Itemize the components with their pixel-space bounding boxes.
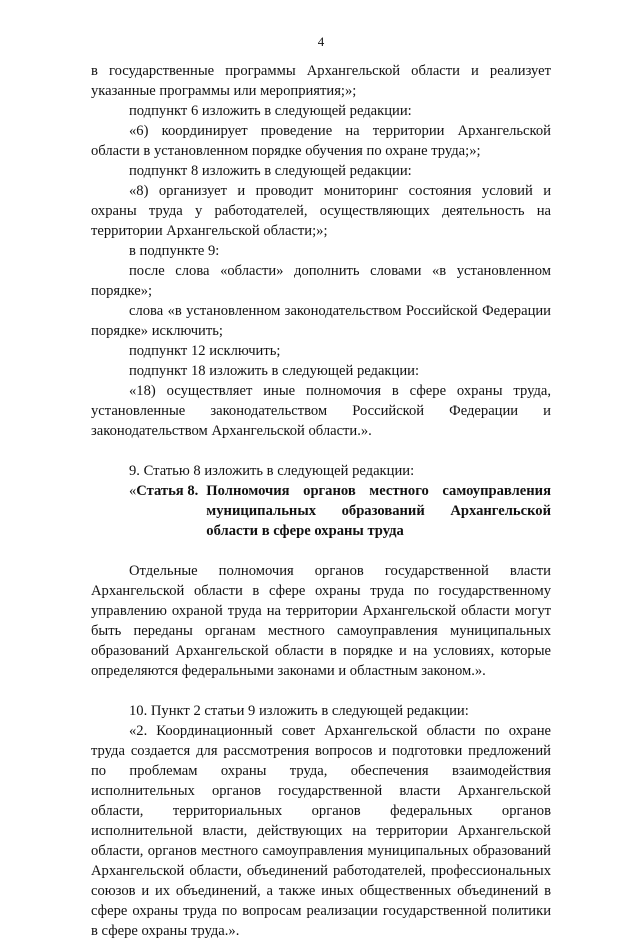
article-quote-open: « [129, 483, 137, 499]
paragraph: «2. Координационный совет Архангельской области по охране труда создается для рассмотрения вопросов и подготовки предложений по проблемам охраны труда, обеспечения взаимодействия исполнительных органов государственной власти Архангельской области, территориальных органов федеральных органов исполнительной власти, действующих на территории Архангельской области, органов местного самоуправления муниципальных образований Архангельской области, объединений работодателей, профессиональных союзов и их объединений, а также иных общественных объединений в сфере охраны труда по вопросам реализации государственной политики в сфере охраны труда.». [91, 723, 551, 939]
article-number: Статья 8. [136, 483, 199, 499]
paragraph: «8) организует и проводит мониторинг состояния условий и охраны труда у работодателей, осуществляющих деятельность на территории Архангельской области;»; [91, 183, 551, 239]
paragraph: в государственные программы Архангельской области и реализует указанные программы или мероприятия;»; [91, 63, 551, 99]
article-label [91, 481, 198, 541]
spacer [91, 541, 551, 561]
paragraph: «6) координирует проведение на территории Архангельской области в установленном порядке обучения по охране труда;»; [91, 123, 551, 159]
paragraph: подпункт 18 изложить в следующей редакции: [129, 363, 420, 379]
paragraph: после слова «области» дополнить словами «в установленном порядке»; [91, 263, 551, 299]
article-title: Полномочия органов местного самоуправления муниципальных образований Архангельской области в сфере охраны труда [206, 483, 551, 539]
paragraph: подпункт 6 изложить в следующей редакции: [129, 103, 412, 119]
article-heading [91, 481, 551, 541]
paragraph: слова «в установленном законодательством Российской Федерации порядке» исключить; [91, 303, 551, 339]
paragraph: «18) осуществляет иные полномочия в сфере охраны труда, установленные законодательством Российской Федерации и законодательством Архангельской области.». [91, 383, 551, 439]
paragraph: 10. Пункт 2 статьи 9 изложить в следующей редакции: [129, 703, 469, 719]
paragraph: 9. Статью 8 изложить в следующей редакции: [129, 463, 415, 479]
spacer [91, 441, 551, 461]
paragraph: Отдельные полномочия органов государственной власти Архангельской области в сфере охраны труда по государственному управлению охраной труда на территории Архангельской области могут быть переданы органам местного самоуправления муниципальных образований Архангельской области в порядке и на условиях, которые определяются федеральными законами и областным законом.». [91, 563, 551, 679]
paragraph: подпункт 8 изложить в следующей редакции: [129, 163, 412, 179]
document-body [91, 61, 551, 941]
spacer [91, 681, 551, 701]
page-number: 4 [317, 34, 325, 49]
paragraph: подпункт 12 исключить; [129, 343, 281, 359]
paragraph: в подпункте 9: [129, 243, 220, 259]
